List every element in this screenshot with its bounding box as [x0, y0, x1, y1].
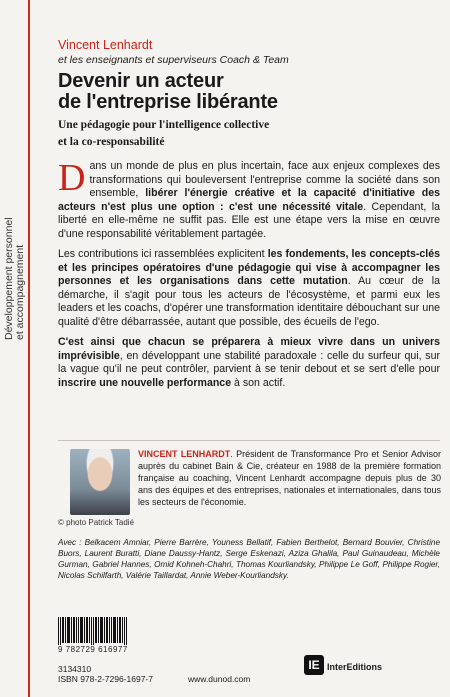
publisher-name: InterEditions	[327, 662, 383, 672]
publisher-logo-icon: IE	[304, 655, 324, 675]
blurb-paragraph-3: C'est ainsi que chacun se préparera à mieux vivre dans un univers imprévisible, en développant une stabilité paradoxale : celle du surfeur qui, sur la vague qu'il ne peut contrôler, parvient à se tenir debout et se sert d'elle pour inscrire une nouvelle performance à son actif.	[58, 336, 440, 389]
emphasis: C'est ainsi que chacun se préparera à mieux vivre dans un univers imprévisible	[58, 336, 440, 362]
collection-label	[4, 120, 26, 340]
coauthors-line: et les enseignants et superviseurs Coach & Team	[58, 54, 289, 66]
product-code: 3134310	[58, 664, 92, 674]
isbn: ISBN 978-2-7296-1697-7	[58, 674, 153, 684]
blurb-paragraph-1: Dans un monde de plus en plus incertain, face aux enjeux complexes des transformations qui bouleversent l'entreprise comme la société dans son ensemble, libérer l'énergie créative et la capacité d'initiative des acteurs n'est plus une option : c'est une nécessité vitale. Cependant, la liberté en elle-même ne suffit pas. Elle est une étape vers la mise en œuvre d'une responsabilité véritablement partagée.	[58, 157, 440, 240]
book-title	[58, 71, 438, 113]
book-subtitle	[58, 117, 438, 151]
spine-rule	[28, 0, 30, 697]
subtitle-line-2: et la co-responsabilité	[58, 136, 165, 148]
publisher-url[interactable]: www.dunod.com	[188, 674, 251, 684]
barcode-number: 9 782729 616977	[58, 645, 128, 654]
blurb	[58, 157, 440, 397]
title-line-1: Devenir un acteur	[58, 70, 224, 92]
bio-name: VINCENT LENHARDT	[138, 449, 231, 459]
drop-cap: D	[58, 157, 86, 199]
emphasis: libérer l'énergie créative et la capacité d'initiative des acteurs n'est plus une option : c'est une nécessité vitale	[58, 187, 440, 213]
photo-credit: © photo Patrick Tadié	[58, 518, 135, 527]
barcode-icon	[58, 617, 128, 645]
subtitle-line-1: Une pédagogie pour l'intelligence collective	[58, 119, 270, 131]
emphasis: les fondements, les concepts-clés et les principes opératoires d'une pédagogie qui vise à accompagner les personnes et les organisations dans cette mutation	[58, 248, 440, 287]
emphasis: inscrire une nouvelle performance	[58, 376, 232, 389]
bio-text: . Président de Transformance Pro et Senior Advisor auprès du cabinet Bain & Cie, créateur en 1988 de la première formation française au coaching, Vincent Lenhardt accompagne depuis plus de 30 ans des équipes et des entreprises, nationales et internationales, dans tous les secteurs de l'économie.	[138, 449, 442, 507]
author-bio	[138, 448, 441, 508]
contributors-list: Avec : Belkacem Amniar, Pierre Barrère, Youness Bellatif, Fabien Berthelot, Bernard Bouvier, Christine Buors, Laurent Buratti, Diane Daussy-Hantz, Serge Eskenazi, Aziza Ghalila, Paul Guinaudeau, Michèle Gurman, Gabriel Hannes, Omid Kohneh-Chahri, Thomas Kourliandsky, Philippe Le Goff, Philippe Rogier, Nicolas Schilfarth, Valérie Taillardat, Annie Weber-Kourliandsky.	[58, 538, 440, 580]
collection-line-1: Développement personnel	[3, 217, 15, 340]
collection-line-2: et accompagnement	[14, 244, 26, 340]
author-photo	[70, 449, 130, 515]
blurb-paragraph-2: Les contributions ici rassemblées explicitent les fondements, les concepts-clés et les principes opératoires d'une pédagogie qui vise à accompagner les personnes et les organisations dans cette mutation. Au cœur de la démarche, il s'agit pour tous les acteurs de l'écosystème, et parmi eux les leaders et les coachs, d'opérer une transformation identitaire débouchant sur une qualité d'être débarrassée, autant que possible, des écueils de l'ego.	[58, 248, 440, 328]
section-divider	[58, 440, 440, 441]
author-name: Vincent Lenhardt	[58, 38, 153, 52]
title-line-2: de l'entreprise libérante	[58, 91, 278, 113]
